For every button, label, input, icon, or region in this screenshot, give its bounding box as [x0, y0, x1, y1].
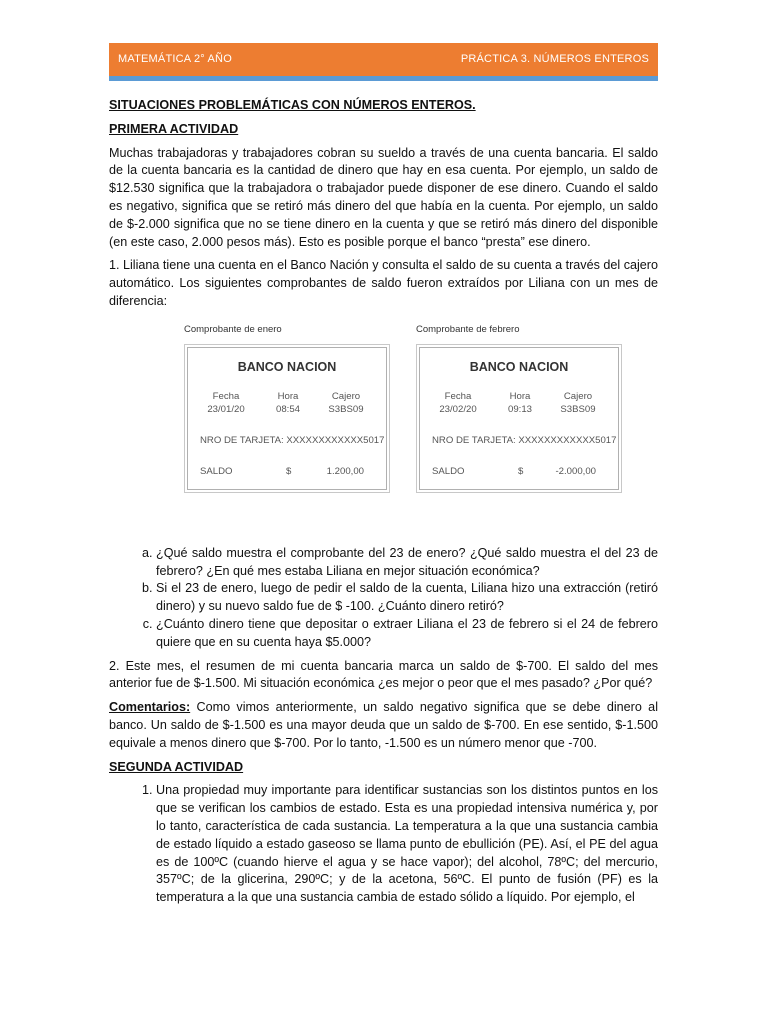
comments-label: Comentarios:	[109, 700, 191, 715]
receipt-caption: Comprobante de febrero	[416, 323, 520, 335]
receipt-time-label: Hora	[509, 390, 531, 402]
receipt-currency: $	[286, 465, 292, 477]
receipt-date: 23/01/20	[207, 403, 245, 415]
receipt-time-label: Hora	[277, 390, 299, 402]
receipt-time: 08:54	[275, 403, 300, 415]
receipt-time: 09:13	[507, 403, 532, 415]
list-item: b. Si el 23 de enero, luego de pedir el saldo de la cuenta, Liliana hizo una extracción (retiró dinero) y su nuevo saldo fue de $ -100. ¿Cuánto dinero retiró?	[156, 580, 658, 616]
receipt-atm: S3BS09	[560, 403, 596, 415]
question-1-subitems	[109, 545, 658, 652]
comments-text: Como vimos anteriormente, un saldo negativo significa que se debe dinero al banco. Un saldo de $-1.500 es una mayor deuda que un saldo de $-700. En ese sentido, $-1.500 equivale a menos dinero que $-700. Por lo tanto, -1.500 es un número menor que -700.	[109, 700, 658, 750]
receipt-date: 23/02/20	[439, 403, 477, 415]
comments-paragraph	[109, 699, 658, 752]
list-item: 1. Una propiedad muy importante para identificar sustancias son los distintos puntos en los que se verifican los cambios de estado. Esta es una propiedad intensiva numérica y, por lo tanto, característica de cada sustancia. La temperatura a la que una sustancia cambia de estado líquido a estado gaseoso se llama punto de ebullición (PE). Así, el PE del agua es de 100ºC (cuando hierve el agua y se hace vapor); del alcohol, 78ºC; del mercurio, 357ºC; de la glicerina, 290ºC; y de la acetona, 56ºC. El punto de fusión (PF) es la temperatura a la que una sustancia cambia de estado sólido a líquido. Por ejemplo, el	[156, 782, 658, 907]
receipt-balance-amount: 1.200,00	[326, 465, 364, 477]
header-practice: PRÁCTICA 3. NÚMEROS ENTEROS	[460, 53, 649, 65]
receipts-figure	[109, 321, 658, 535]
list-item: a. ¿Qué saldo muestra el comprobante del 23 de enero? ¿Qué saldo muestra el del 23 de febrero? ¿En qué mes estaba Liliana en mejor situación económica?	[156, 545, 658, 581]
intro-paragraph: Muchas trabajadoras y trabajadores cobran su sueldo a través de una cuenta bancaria. El saldo de la cuenta bancaria es la cantidad de dinero que hay en esa cuenta. Por ejemplo, un saldo de $12.530 significa que la trabajadora o trabajador puede disponer de ese dinero. Cuando el saldo es negativo, significa que se retiró más dinero del que había en la cuenta. Por ejemplo, un saldo de $-2.000 significa que no se tiene dinero en la cuenta y que se retiró más dinero del disponible (en este caso, 2.000 pesos más). Esto es posible porque el banco “presta” ese dinero.	[109, 145, 658, 249]
receipt-atm-label: Cajero	[331, 390, 361, 402]
receipt-january	[184, 321, 390, 493]
document-title: SITUACIONES PROBLEMÁTICAS CON NÚMEROS ENTEROS.	[109, 98, 476, 112]
first-activity-heading: PRIMERA ACTIVIDAD	[109, 121, 239, 136]
list-item: c. ¿Cuánto dinero tiene que depositar o extraer Liliana el 23 de febrero si el 24 de febrero quiere que en su cuenta haya $5.000?	[156, 616, 658, 652]
document-body	[109, 97, 658, 907]
receipt-date-label: Fecha	[212, 390, 240, 402]
receipt-card-number: NRO DE TARJETA: XXXXXXXXXXXX5017	[432, 434, 617, 446]
receipt-currency: $	[518, 465, 524, 477]
second-activity-heading: SEGUNDA ACTIVIDAD	[109, 759, 244, 774]
receipt-card-number: NRO DE TARJETA: XXXXXXXXXXXX5017	[200, 434, 385, 446]
receipt-balance-label: SALDO	[432, 465, 465, 477]
receipt-balance-label: SALDO	[200, 465, 233, 477]
second-activity-list	[109, 782, 658, 907]
receipt-date-label: Fecha	[444, 390, 472, 402]
question-1: 1. Liliana tiene una cuenta en el Banco Nación y consulta el saldo de su cuenta a través del cajero automático. Los siguientes comprobantes de saldo fueron extraídos por Liliana con un mes de diferencia:	[109, 258, 658, 308]
question-2: 2. Este mes, el resumen de mi cuenta bancaria marca un saldo de $-700. El saldo del mes anterior fue de $-1.500. Mi situación económica ¿es mejor o peor que el mes pasado? ¿Por qué?	[109, 658, 658, 691]
receipt-bank-name: BANCO NACION	[237, 359, 337, 374]
receipt-atm: S3BS09	[328, 403, 364, 415]
header-subject: MATEMÁTICA 2° AÑO	[118, 53, 232, 65]
receipt-balance-amount: -2.000,00	[555, 465, 596, 477]
receipt-bank-name: BANCO NACION	[469, 359, 569, 374]
receipt-caption: Comprobante de enero	[184, 323, 282, 335]
receipt-atm-label: Cajero	[563, 390, 593, 402]
page-header	[109, 43, 658, 81]
receipt-february	[416, 321, 622, 493]
